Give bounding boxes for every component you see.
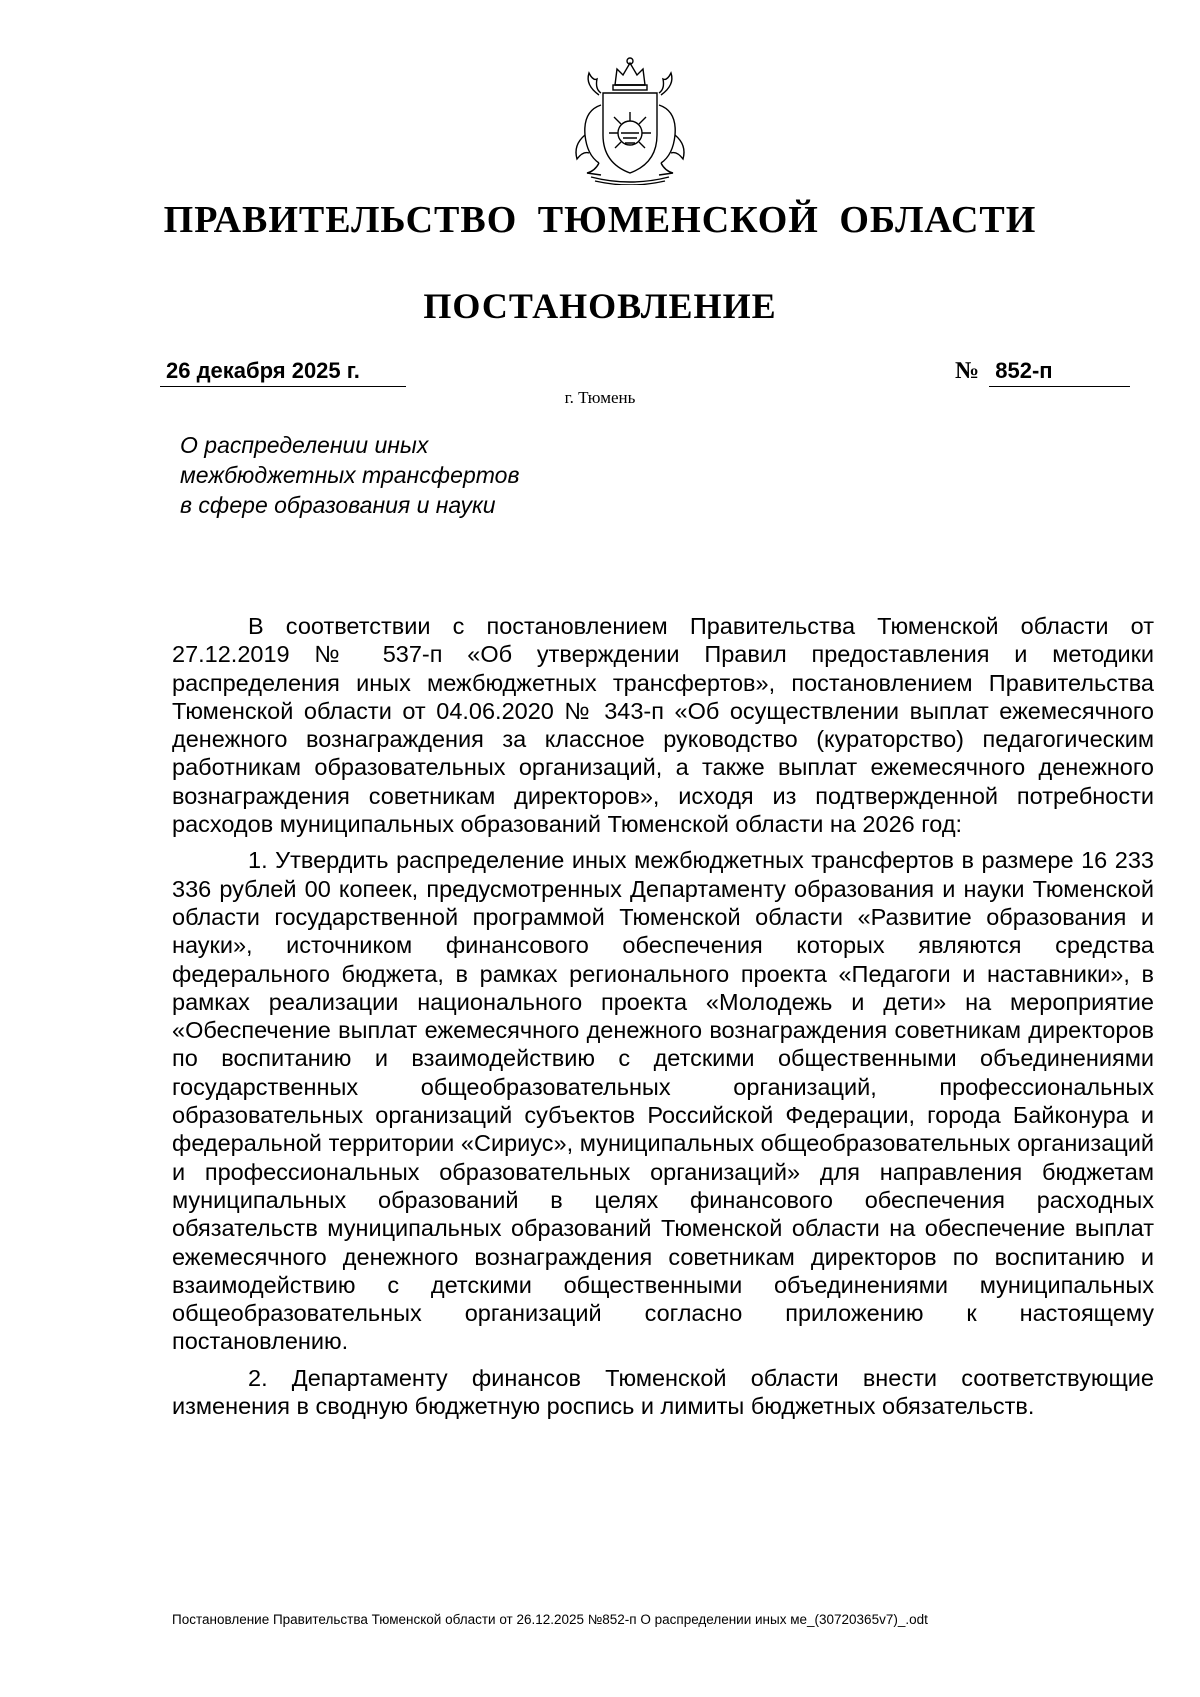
- subject-line: в сфере образования и науки: [180, 492, 496, 518]
- body-paragraph-preamble: В соответствии с постановлением Правительства Тюменской области от 27.12.2019 № 537-п «Об утверждении Правил предоставления и методики распределения иных межбюджетных трансфертов», постановлением Правительства Тюменской области от 04.06.2020 № 343-п «Об осуществлении выплат ежемесячного денежного вознаграждения за классное руководство (кураторство) педагогическим работникам образовательных организаций, а также выплат ежемесячного денежного вознаграждения советникам директоров», исходя из подтвержденной потребности расходов муниципальных образований Тюменской области на 2026 год:: [172, 613, 1154, 838]
- document-city: г. Тюмень: [564, 388, 636, 407]
- document-subject: [180, 430, 519, 520]
- document-body: [172, 612, 1154, 1428]
- number-sign: №: [955, 358, 980, 384]
- body-paragraph-clause-1: 1. Утвердить распределение иных межбюджетных трансфертов в размере 16 233 336 рублей 00 копеек, предусмотренных Департаменту образования и науки Тюменской области государственной программой Тюменской области «Развитие образования и науки», источником финансового обеспечения которых являются средства федерального бюджета, в рамках регионального проекта «Педагоги и наставники», в рамках реализации национального проекта «Молодежь и дети» на мероприятие «Обеспечение выплат ежемесячного денежного вознаграждения советникам директоров по воспитанию и взаимодействию с детскими общественными объединениями государственных общеобразовательных организаций, профессиональных образовательных организаций субъектов Российской Федерации, города Байконура и федеральной территории «Сириус», муниципальных общеобразовательных организаций и профессиональных образовательных организаций» для направления бюджетам муниципальных образований в целях финансового обеспечения расходных обязательств муниципальных образований Тюменской области на обеспечение выплат ежемесячного денежного вознаграждения советникам директоров по воспитанию и взаимодействию с детскими общественными объединениями муниципальных общеобразовательных организаций согласно приложению к настоящему постановлению.: [172, 847, 1154, 1355]
- body-paragraph-clause-2: 2. Департаменту финансов Тюменской области внести соответствующие изменения в сводную бюджетную роспись и лимиты бюджетных обязательств.: [172, 1364, 1154, 1420]
- coat-of-arms-icon: [555, 55, 705, 185]
- organization-title: ПРАВИТЕЛЬСТВО ТЮМЕНСКОЙ ОБЛАСТИ: [163, 199, 1037, 241]
- document-type-title: ПОСТАНОВЛЕНИЕ: [423, 286, 777, 326]
- document-date: 26 декабря 2025 г.: [160, 358, 406, 387]
- document-number: 852-п: [989, 358, 1130, 387]
- subject-line: О распределении иных: [180, 432, 429, 458]
- subject-line: межбюджетных трансфертов: [180, 462, 520, 488]
- document-number-field: [955, 358, 1130, 387]
- document-footer: Постановление Правительства Тюменской области от 26.12.2025 №852-п О распределении иных ме_(30720365v7)_.odt: [172, 1612, 928, 1627]
